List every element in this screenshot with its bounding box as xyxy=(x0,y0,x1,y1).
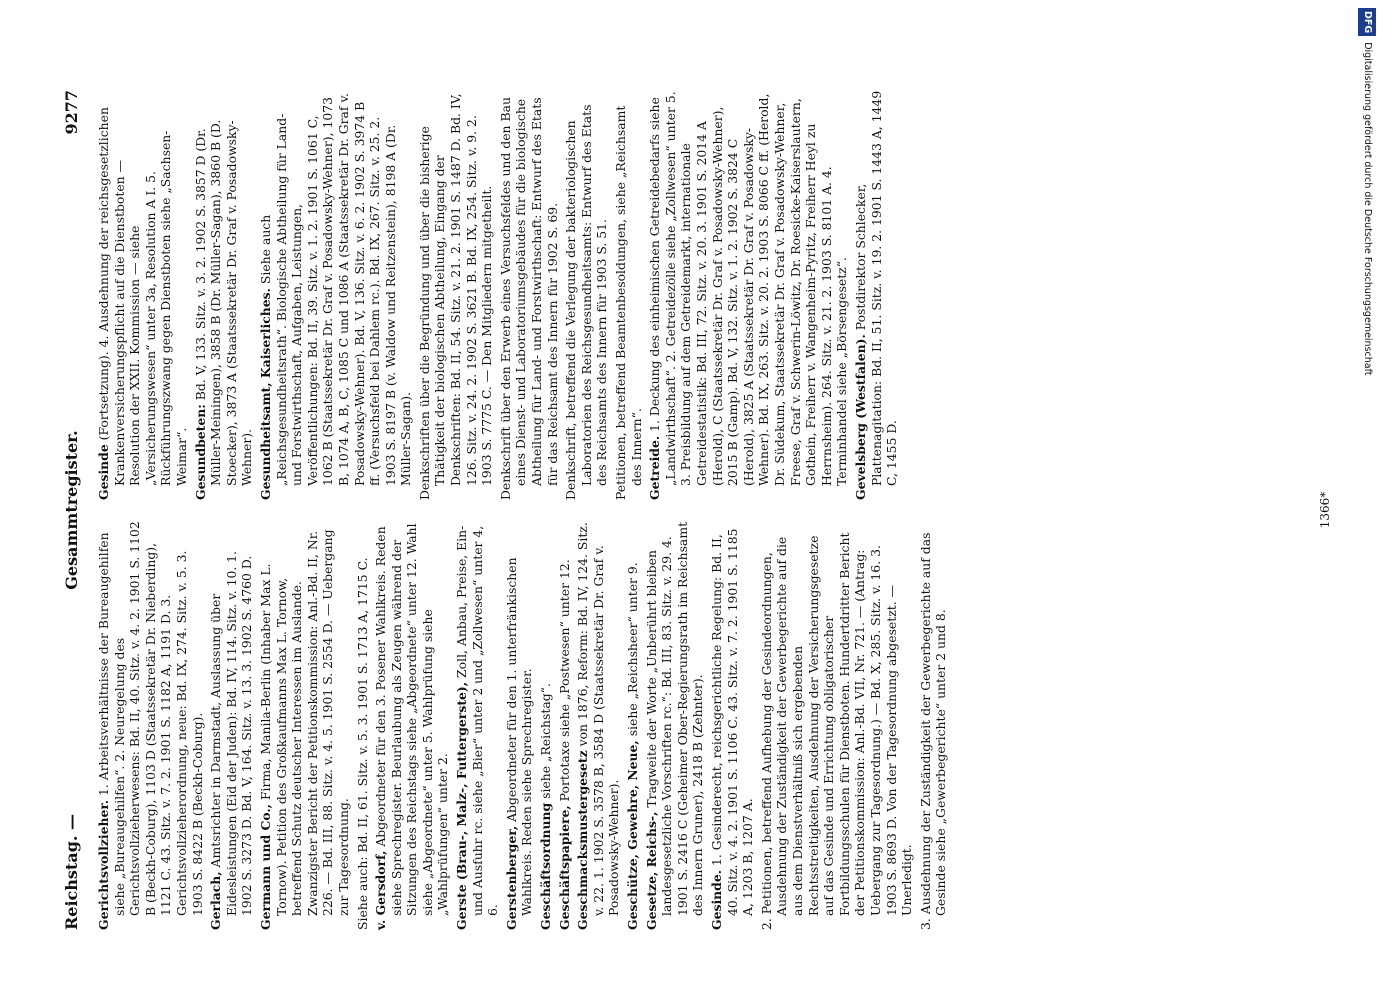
register-entry xyxy=(918,520,949,930)
entry-keyword: Geschäftspapiere, xyxy=(556,805,572,930)
register-entry xyxy=(417,90,495,500)
entry-text: Denkschrift, betreffend die Verlegung der bakteriologischen Laboratorien des Reichsgesundheitsamts: Entwurf des Etats des Reichsamts des Innern für 1903 S. 51. xyxy=(563,104,610,500)
entry-text: 1. Arbeitsverhältnisse der Bureaugehilfen siehe „Bureaugehilfen“. 2. Neuregelung des Gerichtsvollzieherwesens: Bd. II, 40. Sitz. v. 4. 2. 1901 S. 1102 B (Beckh-Coburg), 1103 D (Staatssekretär Dr. Nieberding), 1121 C. 43. Sitz. v. 7. 2. 1901 S. 1182 A, 1191 D. 3. Gerichtsvollzieherordnung, neue: Bd. IX, 274. Sitz. v. 5. 3. 1903 S. 8422 B (Beckh-Coburg). xyxy=(96,521,205,916)
register-entry xyxy=(613,90,644,500)
header-title: Gesammtregister. xyxy=(62,430,81,590)
entry-keyword: Gesundbeten: xyxy=(192,404,208,500)
entry-keyword: Geschäftsordnung xyxy=(538,802,554,930)
entry-keyword: Getreide. xyxy=(647,435,663,500)
entry-text: Postdirektor Schlecker, Plattenagitation: Bd. II, 51. Sitz. v. 19. 2. 1901 S. 1443 A, 1449 C, 1455 D. xyxy=(852,90,900,486)
register-entry xyxy=(258,90,414,500)
register-entry xyxy=(557,520,573,930)
register-entry xyxy=(538,520,554,930)
page-header xyxy=(62,90,92,930)
register-entry xyxy=(644,520,706,930)
register-entry xyxy=(575,520,622,930)
entry-text: Firma, Manila-Berlin (Inhaber Max L. Tornow). Petition des Großkaufmanns Max L. Tornow, betreffend Schutz deutscher Interessen im Auslande. Zwanzigster Bericht der Petitionskommission: Anl.-Bd. II, Nr. 226. — Bd. III, 88. Sitz. v. 4. 5. 1901 S. 2554 D. — Uebergang zur Tagesordnung. xyxy=(257,529,351,916)
register-entry xyxy=(647,90,850,500)
entry-keyword: v. Gersdorf, xyxy=(373,850,389,930)
entry-keyword: Gesinde xyxy=(96,444,111,500)
entry-text: Siehe auch „Reichsgesundheitsrath“. Biologische Abtheilung für Land- und Forstwirthschaft, Aufgaben, Leistungen, Veröffentlichungen: Bd. II, 39. Sitz. v. 1. 2. 1901 S. 1061 C, 1062 B (Staatssekretär Dr. Graf v. Posadowsky-Wehner), 1073 B, 1074 A, B, C, 1085 C und 1086 A (Staatssekretär Dr. Graf v. Posadowsky-Wehner). Bd. V, 136. Sitz. v. 6. 2. 1902 S. 3974 B ff. (Versuchsfeld bei Dahlem rc.). Bd. IX, 267. Sitz. v. 25. 2. 1903 S. 8197 B (v. Waldow und Reitzenstein), 8198 A (Dr. Müller-Sagan). xyxy=(257,93,414,486)
entry-text: 1. Gesinderecht, reichsgerichtliche Regelung: Bd. II, 40. Sitz. v. 4. 2. 1901 S. 1106 C. 43. Sitz. v. 7. 2. 1901 S. 1185 A, 1203 B, 1207 A. xyxy=(708,528,756,916)
entry-keyword: Gesinde. xyxy=(708,869,724,930)
entry-text: 1. Deckung des einheimischen Getreidebedarfs siehe „Landwirthschaft“. 2. Getreidezölle siehe „Zollwesen“ unter 5. 3. Preisbildung auf dem Getreidemarkt, internationale Getreidestatistik: Bd. III, 72. Sitz. v. 20. 3. 1901 S. 2014 A (Herold), C (Staatssekretär Dr. Graf v. Posadowsky-Wehner), 2015 B (Gamp). Bd. V, 132. Sitz. v. 1. 2. 1902 S. 3824 C (Herold), 3825 A (Staatssekretär Dr. Graf v. Posadowsky-Wehner). Bd. IX, 263. Sitz. v. 20. 2. 1903 S. 8066 C ff. (Herold, Dr. Südekum, Staatssekretär Dr. Graf v. Posadowsky-Wehner, Freese, Graf v. Schwerin-Löwitz, Dr. Roesicke-Kaiserslautern, Gothein, Freiherr v. Wangenheim-Pyritz, Freiherr Heyl zu Herrnsheim). 264. Sitz. v. 21. 2. 1903 S. 8101 A. 4. Terminhandel siehe „Börsengesetz“. xyxy=(647,91,850,486)
dfg-logo: DFG xyxy=(1358,8,1376,36)
entry-text: siehe „Reichstag“. xyxy=(538,683,554,799)
entry-keyword: Germann und Co., xyxy=(257,804,273,930)
entry-text: Tragweite der Worte „Unberührt bleiben landesgesetzliche Vorschriften rc.“: Bd. III, 83. Sitz. v. 29. 4. 1901 S. 2416 C (Geheimer Ober-Regierungsrath im Reichsamt des Innern Gruner), 2418 B (Zehnter). xyxy=(643,521,706,916)
side-credit-text: Digitalisierung gefördert durch die Deutsche Forschungsgemeinschaft xyxy=(1362,42,1373,376)
entry-text: Siehe auch: Bd. II, 61. Sitz. v. 5. 3. 1901 S. 1713 A, 1715 C. xyxy=(354,557,370,930)
entry-text: Bd. V, 133. Sitz. v. 3. 2. 1902 S. 3857 D (Dr. Müller-Meiningen), 3858 B (Dr. Müller-Sagan), 3860 B (D. Stoecker), 3873 A (Staatssekretär Dr. Graf v. Posadowsky-Wehner). xyxy=(192,119,255,486)
register-entry xyxy=(504,520,535,930)
entry-text: siehe „Reichsheer“ unter 9. xyxy=(625,562,640,737)
entry-keyword: Gerstenberger, xyxy=(503,825,519,930)
entry-text: Abgeordneter für den 3. Posener Wahlkreis. Reden siehe Sprechregister. Beurlaubung als Zeugen während der Sitzungen des Reichstags siehe „Abgeordnete“ unter 12. Wahl siehe „Abgeordnete“ unter 5. Wahlprüfung siehe „Wahlprüfungen“ unter 2. xyxy=(373,523,451,916)
register-entry xyxy=(625,520,641,930)
side-credit xyxy=(1358,8,1376,992)
entry-keyword: Gerichtsvollzieher. xyxy=(96,799,111,930)
entry-text: 2. Petitionen, betreffend Aufhebung der Gesindeordnungen, Ausdehnung der Zuständigkeit der Gewerbegerichte auf die aus dem Dienstverhältniß sich ergebenden Rechtsstreitigkeiten, Ausdehnung der Versicherungsgesetze auf das Gesinde und Errichtung obligatorischer Fortbildungsschulen für Dienstboten. Hundertdritter Bericht der Petitionskommission: Anl.-Bd. VII, Nr. 721. — (Antrag: Uebergang zur Tagesordnung.) — Bd. X, 285. Sitz. v. 16. 3. 1903 S. 8693 D. Von der Tagesordnung abgesetzt. — Unerledigt. xyxy=(758,532,915,930)
entry-keyword: Geschütze, Gewehre, Neue, xyxy=(625,740,640,930)
register-entry xyxy=(853,90,900,500)
register-entry xyxy=(759,520,915,930)
register-entry xyxy=(208,520,255,930)
page-number: 9277 xyxy=(62,90,81,135)
entry-text: (Fortsetzung). 4. Ausdehnung der reichsgesetzlichen Krankenversicherungspflicht auf die Dienstboten — Resolution der XXII. Kommission — siehe „Versicherungswesen“ unter 3a, Resolution A I. 5. Rückführungszwang gegen Dienstboten siehe „Sachsen-Weimar“. xyxy=(96,107,189,486)
entry-keyword: Gerste (Brau-, Malz-, Futtergerste), xyxy=(454,681,470,930)
entry-text: Zoll, Anbau, Preise, Ein- und Ausfuhr rc. siehe „Bier“ unter 2 und „Zollwesen“ unter 4, 6. xyxy=(454,525,501,916)
right-column xyxy=(96,90,903,500)
entry-text: Amtsrichter in Darmstadt, Auslassung über Eidesleistungen (Eid der Juden): Bd. IV, 114. Sitz. v. 10. 1. 1902 S. 3273 D. Bd. V, 164. Sitz. v. 13. 3. 1902 S. 4760 D. xyxy=(208,550,255,916)
entry-text: Petitionen, betreffend Beamtenbesoldungen, siehe „Reichsamt des Innern“. xyxy=(613,105,644,500)
register-entry xyxy=(355,520,371,930)
register-entry xyxy=(709,520,756,930)
register-entry xyxy=(96,520,205,930)
left-column xyxy=(96,520,952,930)
header-left: Reichstag. — xyxy=(62,813,81,930)
entry-text: Denkschriften über die Begründung und über die bisherige Thätigkeit der biologischen Abtheilung, Eingang der Denkschriften: Bd. II, 54. Sitz. v. 21. 2. 1901 S. 1487 D. Bd. IV, 126. Sitz. v. 24. 2. 1902 S. 3621 B. Bd. IX, 254. Sitz. v. 9. 2. 1903 S. 7775 C. — Den Mitgliedern mitgetheilt. xyxy=(416,93,495,500)
entry-keyword: Gerlach, xyxy=(208,871,224,930)
register-entry xyxy=(258,520,352,930)
entry-text: Denkschrift über den Erwerb eines Versuchsfeldes und den Bau eines Dienst- und Laboratoriumsgebäudes für die biologische Abtheilung für Land- und Forstwirthschaft: Entwurf des Etats für das Reichsamt des Innern für 1902 S. 69. xyxy=(497,97,560,500)
register-entry xyxy=(454,520,501,930)
entry-text: Portotaxe siehe „Postwesen“ unter 12. xyxy=(556,559,572,802)
entry-keyword: Gesundheitsamt, Kaiserliches. xyxy=(257,288,273,500)
entry-text: 3. Ausdehnung der Zuständigkeit der Gewerbegerichte auf das Gesinde siehe „Gewerbegerichte“ unter 2 und 8. xyxy=(917,532,949,930)
entry-keyword: Geschmacksmustergesetz xyxy=(575,750,591,930)
register-entry xyxy=(96,90,190,500)
page-footer-note: 1366* xyxy=(1318,491,1332,529)
register-entry xyxy=(193,90,255,500)
entry-text: von 1876, Reform: Bd. IV, 124. Sitz. v. 22. 1. 1902 S. 3578 B, 3584 D (Staatssekretär Dr. Graf v. Posadowsky-Wehner). xyxy=(575,522,622,916)
entry-keyword: Gevelsberg (Westfalen). xyxy=(852,334,868,500)
side-credit-inner xyxy=(1358,8,1376,992)
entry-keyword: Gesetze, Reichs-, xyxy=(643,811,659,930)
rotated-register-page xyxy=(40,60,1340,960)
register-entry xyxy=(563,90,610,500)
register-entry xyxy=(373,520,451,930)
register-entry xyxy=(498,90,560,500)
entry-text: Abgeordneter für den 1. unterfränkischen Wahlkreis. Reden siehe Sprechregister. xyxy=(503,557,535,916)
